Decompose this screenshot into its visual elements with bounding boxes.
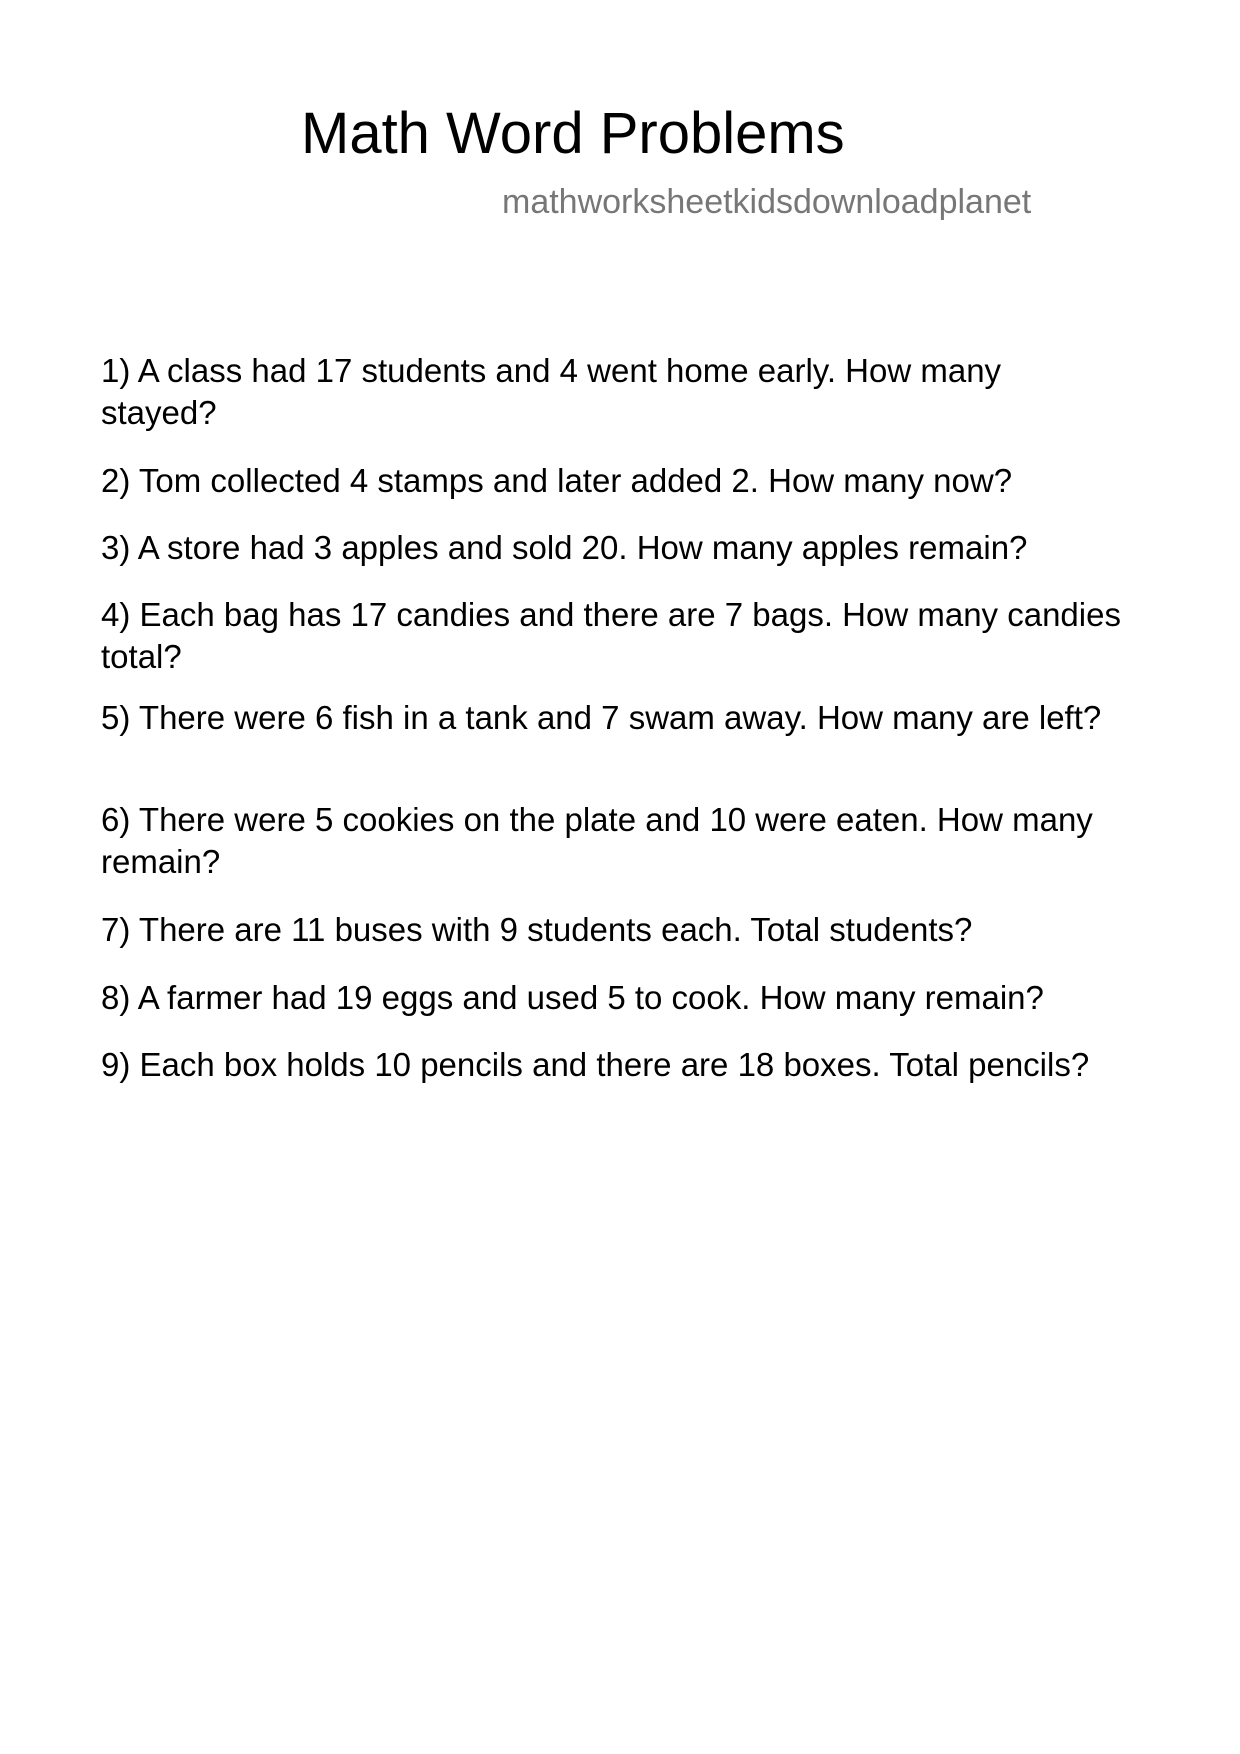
page-title: Math Word Problems xyxy=(301,101,845,166)
problem-item: 7) There are 11 buses with 9 students each. Total students? xyxy=(101,911,973,948)
problem-item: 6) There were 5 cookies on the plate and 10 were eaten. How many remain? xyxy=(101,801,1093,880)
problem-item: 5) There were 6 fish in a tank and 7 swam away. How many are left? xyxy=(101,699,1102,736)
problem-item: 3) A store had 3 apples and sold 20. How many apples remain? xyxy=(101,529,1028,566)
problem-item: 9) Each box holds 10 pencils and there are 18 boxes. Total pencils? xyxy=(101,1046,1090,1083)
problem-item: 1) A class had 17 students and 4 went home early. How many stayed? xyxy=(101,352,1002,431)
problem-item: 8) A farmer had 19 eggs and used 5 to cook. How many remain? xyxy=(101,979,1044,1016)
problem-item: 4) Each bag has 17 candies and there are 7 bags. How many candies total? xyxy=(101,596,1121,675)
source-watermark-text: mathworksheetkidsdownloadplanet xyxy=(502,183,1032,221)
problem-item: 2) Tom collected 4 stamps and later added 2. How many now? xyxy=(101,462,1013,499)
